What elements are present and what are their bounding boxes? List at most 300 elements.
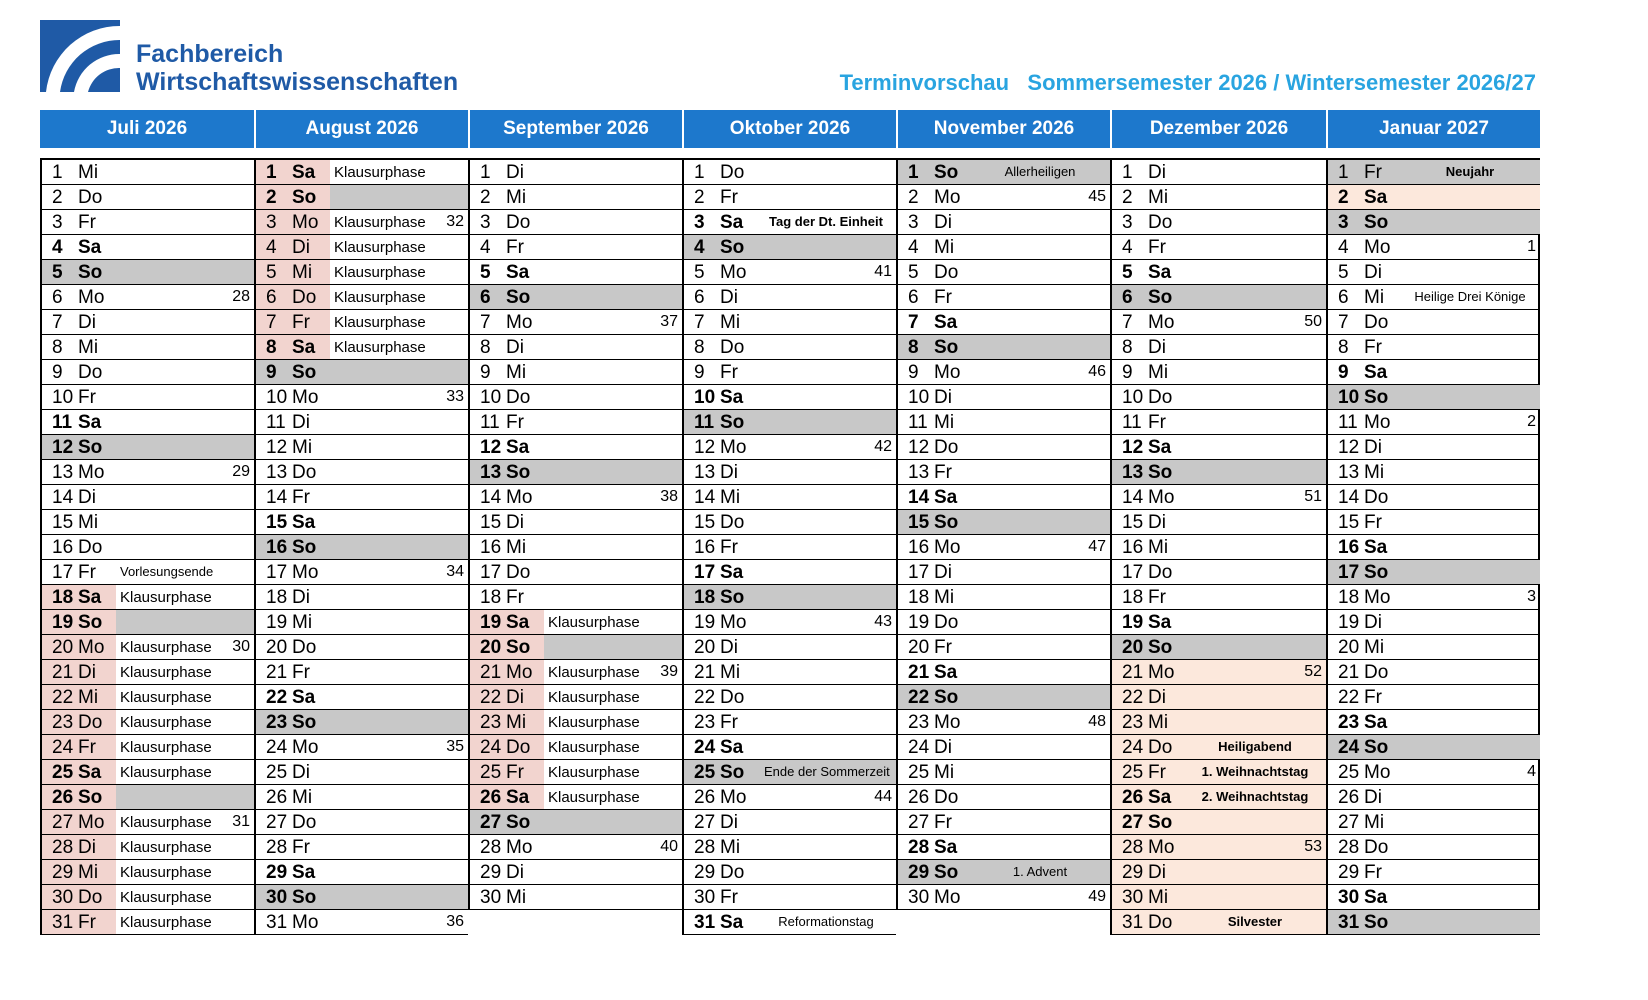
day-number: 27	[480, 812, 502, 833]
day-row	[42, 435, 254, 460]
weekday-label: So	[78, 787, 103, 808]
day-number: 23	[694, 712, 716, 733]
day-number: 26	[1122, 787, 1144, 808]
day-row	[256, 235, 468, 260]
weekday-label: Mo	[720, 612, 747, 633]
day-row	[1112, 185, 1326, 210]
weekday-label: Mi	[506, 712, 527, 733]
day-number: 15	[266, 512, 288, 533]
weekday-label: So	[934, 337, 959, 358]
weekday-label: Do	[1148, 212, 1173, 233]
day-row	[42, 485, 254, 510]
day-number: 29	[266, 862, 288, 883]
day-row	[1328, 485, 1540, 510]
day-row	[1328, 435, 1540, 460]
day-row	[898, 685, 1110, 710]
weekday-label: Do	[506, 562, 531, 583]
day-number: 8	[266, 337, 277, 358]
day-number: 24	[266, 737, 288, 758]
day-row	[1112, 760, 1326, 785]
day-row	[470, 760, 682, 785]
weekday-label: Sa	[78, 762, 102, 783]
weekday-label: Mo	[1148, 837, 1175, 858]
weekday-label: Mo	[934, 887, 961, 908]
day-number: 25	[52, 762, 74, 783]
day-row	[1328, 635, 1540, 660]
day-row	[1112, 835, 1326, 860]
weekday-label: Di	[1148, 862, 1166, 883]
weekday-label: Mo	[1148, 662, 1175, 683]
weekday-label: Mo	[1364, 412, 1391, 433]
day-row	[42, 335, 254, 360]
day-row	[898, 385, 1110, 410]
day-number: 2	[480, 187, 491, 208]
day-number: 14	[480, 487, 502, 508]
weekday-label: Do	[934, 437, 959, 458]
day-row	[470, 335, 682, 360]
weekday-label: Mo	[78, 462, 105, 483]
day-number: 25	[266, 762, 288, 783]
weekday-label: Mi	[1148, 712, 1169, 733]
day-number: 8	[52, 337, 63, 358]
day-number: 13	[266, 462, 288, 483]
day-row	[470, 610, 682, 635]
day-row	[684, 710, 896, 735]
month-column	[896, 158, 1110, 910]
day-row	[470, 460, 682, 485]
day-row	[1112, 660, 1326, 685]
day-row	[470, 260, 682, 285]
weekday-label: Do	[292, 637, 317, 658]
weekday-label: Do	[292, 287, 317, 308]
month-column	[40, 158, 254, 935]
weekday-label: Sa	[292, 862, 316, 883]
day-number: 3	[694, 212, 705, 233]
day-number: 28	[266, 837, 288, 858]
day-number: 26	[266, 787, 288, 808]
weekday-label: Fr	[720, 887, 738, 908]
day-row	[684, 260, 896, 285]
day-row	[684, 835, 896, 860]
day-row	[1112, 460, 1326, 485]
org-line-1: Fachbereich	[136, 40, 284, 68]
day-row	[1328, 285, 1540, 310]
month-column	[254, 158, 468, 935]
day-number: 5	[1338, 262, 1349, 283]
day-row	[1112, 910, 1326, 935]
day-number: 12	[1122, 437, 1144, 458]
day-row	[684, 610, 896, 635]
day-row	[1112, 510, 1326, 535]
day-number: 31	[266, 912, 288, 933]
weekday-label: Sa	[720, 387, 744, 408]
day-number: 9	[908, 362, 919, 383]
day-row	[256, 860, 468, 885]
day-number: 7	[266, 312, 277, 333]
day-number: 10	[908, 387, 930, 408]
day-number: 7	[1122, 312, 1133, 333]
day-row	[470, 635, 682, 660]
weekday-label: Fr	[720, 362, 738, 383]
day-row	[42, 585, 254, 610]
weekday-label: So	[1364, 562, 1389, 583]
day-number: 31	[52, 912, 74, 933]
day-row	[1328, 310, 1540, 335]
day-number: 6	[266, 287, 277, 308]
day-number: 30	[908, 887, 930, 908]
weekday-label: Di	[1148, 337, 1166, 358]
weekday-label: Fr	[506, 412, 524, 433]
day-number: 20	[266, 637, 288, 658]
day-row	[1112, 235, 1326, 260]
day-row	[42, 735, 254, 760]
month-header: Oktober 2026	[682, 110, 896, 148]
day-row	[684, 360, 896, 385]
day-row	[42, 835, 254, 860]
day-annotation: Klausurphase	[120, 714, 212, 731]
day-number: 8	[1338, 337, 1349, 358]
day-row	[42, 185, 254, 210]
weekday-label: Sa	[506, 787, 530, 808]
weekday-label: Mi	[1148, 537, 1169, 558]
day-number: 18	[694, 587, 716, 608]
day-number: 16	[1122, 537, 1144, 558]
day-row	[1328, 685, 1540, 710]
weekday-label: Di	[720, 812, 738, 833]
day-number: 15	[908, 512, 930, 533]
weekday-label: Sa	[292, 687, 316, 708]
day-annotation: Klausurphase	[120, 664, 212, 681]
weekday-label: Sa	[292, 512, 316, 533]
weekday-label: Mi	[934, 237, 955, 258]
weekday-label: Fr	[1364, 162, 1382, 183]
day-row	[898, 460, 1110, 485]
week-number: 39	[660, 663, 678, 680]
day-row	[42, 410, 254, 435]
weekday-label: Mo	[1148, 312, 1175, 333]
day-row	[470, 410, 682, 435]
day-number: 11	[694, 412, 715, 433]
weekday-label: Fr	[506, 237, 524, 258]
weekday-label: So	[1364, 912, 1389, 933]
day-number: 4	[908, 237, 919, 258]
weekday-label: Mo	[506, 837, 533, 858]
weekday-label: So	[1148, 637, 1173, 658]
day-number: 28	[908, 837, 930, 858]
day-annotation: Tag der Dt. Einheit	[769, 214, 883, 229]
day-row	[256, 560, 468, 585]
weekday-label: Mi	[78, 162, 99, 183]
weekday-label: Mo	[720, 262, 747, 283]
weekday-label: Sa	[720, 562, 744, 583]
day-annotation: Klausurphase	[334, 314, 426, 331]
day-number: 17	[266, 562, 288, 583]
day-number: 18	[1122, 587, 1144, 608]
day-number: 19	[480, 612, 502, 633]
day-number: 2	[1122, 187, 1133, 208]
day-number: 21	[52, 662, 74, 683]
day-row	[1328, 160, 1540, 185]
day-number: 3	[1122, 212, 1133, 233]
day-annotation: Klausurphase	[120, 589, 212, 606]
week-number: 33	[446, 388, 464, 405]
day-number: 21	[1338, 662, 1360, 683]
weekday-label: Mi	[720, 312, 741, 333]
day-row	[1112, 285, 1326, 310]
week-number: 53	[1304, 838, 1322, 855]
day-annotation: Klausurphase	[120, 889, 212, 906]
weekday-label: So	[78, 612, 103, 633]
day-row	[898, 710, 1110, 735]
day-number: 7	[908, 312, 919, 333]
day-row	[898, 485, 1110, 510]
day-number: 14	[694, 487, 716, 508]
day-annotation: 1. Advent	[1012, 864, 1068, 879]
day-number: 27	[266, 812, 288, 833]
day-number: 15	[52, 512, 74, 533]
day-number: 10	[1338, 387, 1360, 408]
weekday-label: Sa	[720, 737, 744, 758]
weekday-label: Fr	[78, 212, 96, 233]
day-row	[42, 235, 254, 260]
day-number: 23	[908, 712, 930, 733]
weekday-label: Do	[934, 787, 959, 808]
day-row	[1112, 485, 1326, 510]
day-number: 18	[52, 587, 74, 608]
day-number: 6	[694, 287, 705, 308]
weekday-label: Sa	[934, 837, 958, 858]
weekday-label: Di	[720, 637, 738, 658]
weekday-label: So	[934, 512, 959, 533]
week-number: 40	[660, 838, 678, 855]
weekday-label: So	[78, 437, 103, 458]
day-number: 13	[1122, 462, 1144, 483]
week-number: 1	[1527, 238, 1536, 255]
weekday-label: Sa	[1148, 262, 1172, 283]
day-number: 4	[266, 237, 277, 258]
day-row	[1328, 260, 1540, 285]
org-line-2: Wirtschaftswissenschaften	[136, 68, 459, 96]
day-row	[898, 160, 1110, 185]
day-row	[256, 735, 468, 760]
day-row	[684, 235, 896, 260]
day-row	[1328, 785, 1540, 810]
weekday-label: Mi	[506, 187, 527, 208]
weekday-label: Di	[934, 212, 952, 233]
day-number: 1	[1338, 162, 1349, 183]
day-number: 5	[52, 262, 63, 283]
weekday-label: Fr	[1364, 862, 1382, 883]
day-number: 20	[1338, 637, 1360, 658]
week-number: 37	[660, 313, 678, 330]
day-row	[898, 285, 1110, 310]
day-number: 21	[908, 662, 930, 683]
weekday-label: Do	[506, 737, 531, 758]
weekday-label: Sa	[1364, 887, 1388, 908]
weekday-label: So	[934, 862, 959, 883]
weekday-label: Sa	[78, 412, 102, 433]
weekday-label: Mo	[1148, 487, 1175, 508]
weekday-label: Mo	[720, 787, 747, 808]
weekday-label: Do	[1148, 387, 1173, 408]
month-header: September 2026	[468, 110, 682, 148]
day-row	[42, 760, 254, 785]
weekday-label: Di	[78, 487, 96, 508]
weekday-label: Mo	[292, 562, 319, 583]
weekday-label: Sa	[506, 262, 530, 283]
month-header: Januar 2027	[1326, 110, 1540, 148]
day-number: 15	[694, 512, 716, 533]
day-row	[42, 785, 254, 810]
day-number: 20	[480, 637, 502, 658]
day-number: 2	[694, 187, 705, 208]
day-row	[470, 560, 682, 585]
day-row	[42, 285, 254, 310]
day-row	[1328, 660, 1540, 685]
day-number: 30	[1122, 887, 1144, 908]
weekday-label: So	[720, 762, 745, 783]
weekday-label: Di	[1364, 437, 1382, 458]
weekday-label: Do	[934, 262, 959, 283]
day-row	[684, 210, 896, 235]
day-number: 13	[1338, 462, 1360, 483]
day-row	[256, 360, 468, 385]
day-annotation: Klausurphase	[120, 739, 212, 756]
weekday-label: Fr	[506, 762, 524, 783]
day-row	[898, 310, 1110, 335]
day-number: 24	[908, 737, 930, 758]
day-row	[256, 460, 468, 485]
day-row	[898, 185, 1110, 210]
week-number: 35	[446, 738, 464, 755]
day-number: 16	[480, 537, 502, 558]
day-number: 18	[480, 587, 502, 608]
weekday-label: Fr	[1148, 587, 1166, 608]
day-number: 13	[52, 462, 74, 483]
day-number: 7	[480, 312, 491, 333]
day-row	[898, 760, 1110, 785]
day-number: 13	[908, 462, 930, 483]
day-number: 24	[1122, 737, 1144, 758]
weekday-label: Mo	[506, 312, 533, 333]
week-number: 47	[1088, 538, 1106, 555]
day-number: 4	[1122, 237, 1133, 258]
day-row	[42, 510, 254, 535]
day-annotation: Klausurphase	[120, 639, 212, 656]
week-number: 50	[1304, 313, 1322, 330]
day-number: 27	[908, 812, 930, 833]
day-row	[256, 685, 468, 710]
day-number: 13	[694, 462, 716, 483]
day-number: 15	[480, 512, 502, 533]
weekday-label: So	[506, 637, 531, 658]
day-row	[1112, 560, 1326, 585]
weekday-label: So	[292, 537, 317, 558]
day-row	[898, 810, 1110, 835]
day-annotation: Klausurphase	[334, 164, 426, 181]
weekday-label: Mi	[1148, 187, 1169, 208]
weekday-label: Mi	[78, 687, 99, 708]
day-number: 28	[1122, 837, 1144, 858]
weekday-label: Di	[720, 287, 738, 308]
day-row	[684, 760, 896, 785]
weekday-label: Fr	[1148, 762, 1166, 783]
day-number: 14	[908, 487, 930, 508]
day-row	[898, 735, 1110, 760]
week-number: 41	[874, 263, 892, 280]
day-number: 12	[1338, 437, 1360, 458]
day-annotation: Klausurphase	[548, 764, 640, 781]
day-number: 11	[480, 412, 500, 433]
day-row	[898, 535, 1110, 560]
day-number: 3	[480, 212, 491, 233]
day-number: 17	[908, 562, 930, 583]
day-annotation: Allerheiligen	[1004, 164, 1076, 179]
weekday-label: Sa	[720, 912, 744, 933]
day-annotation: Klausurphase	[548, 614, 640, 631]
day-row	[898, 335, 1110, 360]
day-number: 4	[480, 237, 491, 258]
day-row	[898, 360, 1110, 385]
day-number: 17	[1122, 562, 1144, 583]
org-name	[136, 40, 458, 96]
day-number: 28	[480, 837, 502, 858]
weekday-label: Mo	[78, 637, 105, 658]
weekday-label: Mi	[78, 862, 99, 883]
day-number: 3	[908, 212, 919, 233]
weekday-label: Di	[506, 512, 524, 533]
day-number: 10	[694, 387, 716, 408]
day-number: 12	[908, 437, 930, 458]
day-number: 29	[908, 862, 930, 883]
weekday-label: Di	[1364, 262, 1382, 283]
day-number: 22	[52, 687, 74, 708]
weekday-label: Mo	[292, 912, 319, 933]
day-number: 26	[52, 787, 74, 808]
day-number: 6	[52, 287, 63, 308]
day-row	[898, 560, 1110, 585]
weekday-label: Mo	[1364, 587, 1391, 608]
day-row	[470, 160, 682, 185]
day-row	[42, 660, 254, 685]
day-number: 23	[266, 712, 288, 733]
day-number: 30	[52, 887, 74, 908]
day-number: 22	[480, 687, 502, 708]
day-number: 12	[694, 437, 716, 458]
weekday-label: Fr	[1148, 412, 1166, 433]
day-number: 7	[52, 312, 63, 333]
day-row	[684, 535, 896, 560]
weekday-label: Mi	[720, 487, 741, 508]
day-row	[1112, 335, 1326, 360]
day-row	[256, 285, 468, 310]
day-row	[256, 910, 468, 935]
day-number: 2	[266, 187, 277, 208]
day-number: 17	[694, 562, 716, 583]
weekday-label: Di	[506, 687, 524, 708]
day-number: 5	[480, 262, 491, 283]
weekday-label: So	[934, 687, 959, 708]
day-number: 4	[694, 237, 705, 258]
day-number: 18	[266, 587, 288, 608]
day-number: 1	[908, 162, 919, 183]
day-number: 3	[266, 212, 277, 233]
weekday-label: Di	[78, 662, 96, 683]
day-row	[1112, 885, 1326, 910]
weekday-label: Mi	[1364, 637, 1385, 658]
weekday-label: Fr	[934, 812, 952, 833]
day-row	[1112, 435, 1326, 460]
